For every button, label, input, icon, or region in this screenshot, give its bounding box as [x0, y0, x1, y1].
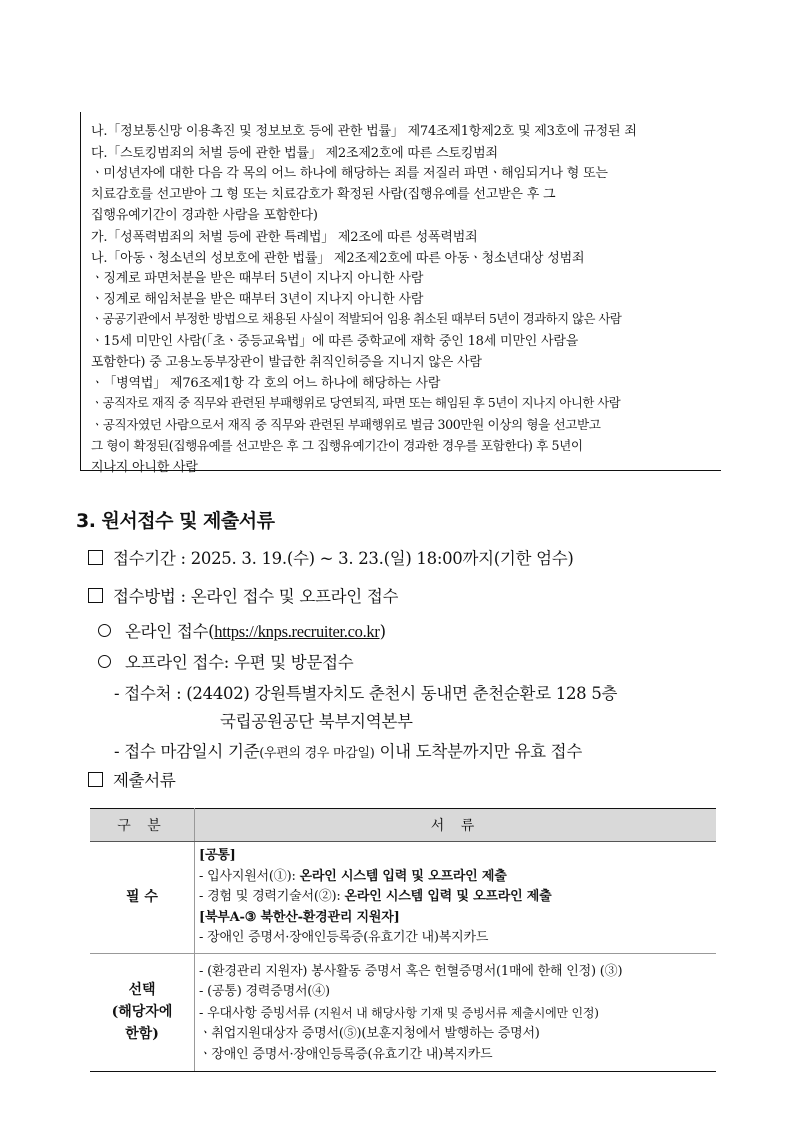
bullet-circle-icon — [98, 624, 111, 637]
address-office: 국립공원공단 북부지역본부 — [220, 712, 413, 731]
documents-heading: 제출서류 — [88, 767, 176, 791]
table-row — [90, 842, 716, 954]
list-item: 집행유예기간이 경과한 사람을 포함한다) — [91, 208, 318, 223]
list-item: 그 형이 확정된(집행유예를 선고받은 후 그 집행유예기간이 경과한 경우를 포함한다) 후 5년이 — [91, 438, 583, 453]
list-item: ㆍ공직자였던 사람으로서 재직 중 직무와 관련된 부패행위로 벌금 300만원 이상의 형을 선고받고 — [91, 417, 601, 432]
section-title: 3. 원서접수 및 제출서류 — [76, 510, 275, 532]
bullet-circle-icon — [98, 655, 111, 668]
list-item: 나.「정보통신망 이용촉진 및 정보보호 등에 관한 법률」 제74조제1항제2호 및 제3호에 규정된 죄 — [91, 124, 637, 139]
list-item: [공통] — [199, 848, 236, 863]
list-item: - (공통) 경력증명서(④) — [199, 984, 330, 999]
application-method: 접수방법 : 온라인 접수 및 오프라인 접수 — [88, 583, 398, 607]
list-item: ㆍ미성년자에 대한 다음 각 목의 어느 하나에 해당하는 죄를 저질러 파면ㆍ해임되거나 형 또는 — [91, 166, 608, 181]
application-period: 접수기간 : 2025. 3. 19.(수) ~ 3. 23.(일) 18:00까지(기한 엄수) — [88, 545, 574, 569]
row-label-required: 필 수 — [90, 842, 195, 954]
list-item: 나.「아동ㆍ청소년의 성보호에 관한 법률」 제2조제2호에 따른 아동ㆍ청소년대상 성범죄 — [91, 251, 585, 266]
recruit-site-link[interactable]: https://knps.recruiter.co.kr — [214, 622, 380, 641]
checkbox-square-icon — [88, 550, 103, 565]
list-item: ㆍ취업지원대상자 증명서(⑤)(보훈지청에서 발행하는 증명서) — [199, 1026, 540, 1041]
address-line: - 접수처 : (24402) 강원특별자치도 춘천시 동내면 춘천순환로 128 5층 — [114, 684, 618, 703]
checkbox-square-icon — [88, 588, 103, 603]
list-item: 가.「성폭력범죄의 처벌 등에 관한 특례법」 제2조에 따른 성폭력범죄 — [91, 230, 478, 245]
required-documents — [195, 842, 717, 954]
list-item: ㆍ공공기관에서 부정한 방법으로 채용된 사실이 적발되어 임용 취소된 때부터 5년이 경과하지 않은 사람 — [91, 311, 622, 326]
list-item: 치료감호를 선고받아 그 형 또는 치료감호가 확정된 사람(집행유예를 선고받은 후 그 — [91, 187, 556, 202]
list-item: 포함한다) 중 고용노동부장관이 발급한 취직인허증을 지니지 않은 사람 — [91, 355, 482, 370]
list-item: ㆍ장애인 증명서·장애인등록증(유효기간 내)복지카드 — [199, 1046, 493, 1062]
list-item: - 경험 및 경력기술서(②): 온라인 시스템 입력 및 오프라인 제출 — [199, 889, 552, 904]
optional-documents — [195, 953, 717, 1072]
list-item: 다.「스토킹범죄의 처벌 등에 관한 법률」 제2조제2호에 따른 스토킹범죄 — [91, 146, 498, 161]
documents-table — [90, 808, 716, 1072]
list-item: ㆍ「병역법」 제76조제1항 각 호의 어느 하나에 해당하는 사람 — [91, 376, 441, 391]
list-item: [북부A-③ 북한산-환경관리 지원자] — [199, 909, 400, 925]
header-category: 구 분 — [90, 809, 195, 842]
disqualification-list — [80, 112, 721, 475]
list-item: - (환경관리 지원자) 봉사활동 증명서 혹은 헌혈증명서(1매에 한해 인정) (③) — [199, 963, 623, 979]
header-documents: 서 류 — [195, 809, 717, 842]
list-item: ㆍ징계로 파면처분을 받은 때부터 5년이 지나지 아니한 사람 — [91, 271, 424, 286]
list-item: - 우대사항 증빙서류 (지원서 내 해당사항 기재 및 증빙서류 제출시에만 인정) — [199, 1005, 599, 1021]
row-label-optional: 선택 (해당자에 한함) — [90, 953, 195, 1072]
table-header — [90, 809, 716, 842]
list-item: ㆍ15세 미만인 사람(「초ㆍ중등교육법」에 따른 중학교에 재학 중인 18세 미만인 사람을 — [91, 334, 579, 349]
offline-application: 오프라인 접수: 우편 및 방문접수 — [98, 649, 353, 673]
list-item: ㆍ징계로 해임처분을 받은 때부터 3년이 지나지 아니한 사람 — [91, 292, 424, 307]
table-row — [90, 953, 716, 1072]
list-item: 지나지 아니한 사람 — [91, 460, 198, 475]
list-item: - 입사지원서(①): 온라인 시스템 입력 및 오프라인 제출 — [199, 868, 507, 884]
list-item: - 장애인 증명서·장애인등록증(유효기간 내)복지카드 — [199, 930, 489, 945]
deadline-note: - 접수 마감일시 기준(우편의 경우 마감일) 이내 도착분까지만 유효 접수 — [114, 742, 582, 761]
list-item: ㆍ공직자로 재직 중 직무와 관련된 부패행위로 당연퇴직, 파면 또는 해임된 후 5년이 지나지 아니한 사람 — [91, 395, 621, 410]
online-application: 온라인 접수(https://knps.recruiter.co.kr) — [98, 618, 386, 642]
checkbox-square-icon — [88, 772, 103, 787]
